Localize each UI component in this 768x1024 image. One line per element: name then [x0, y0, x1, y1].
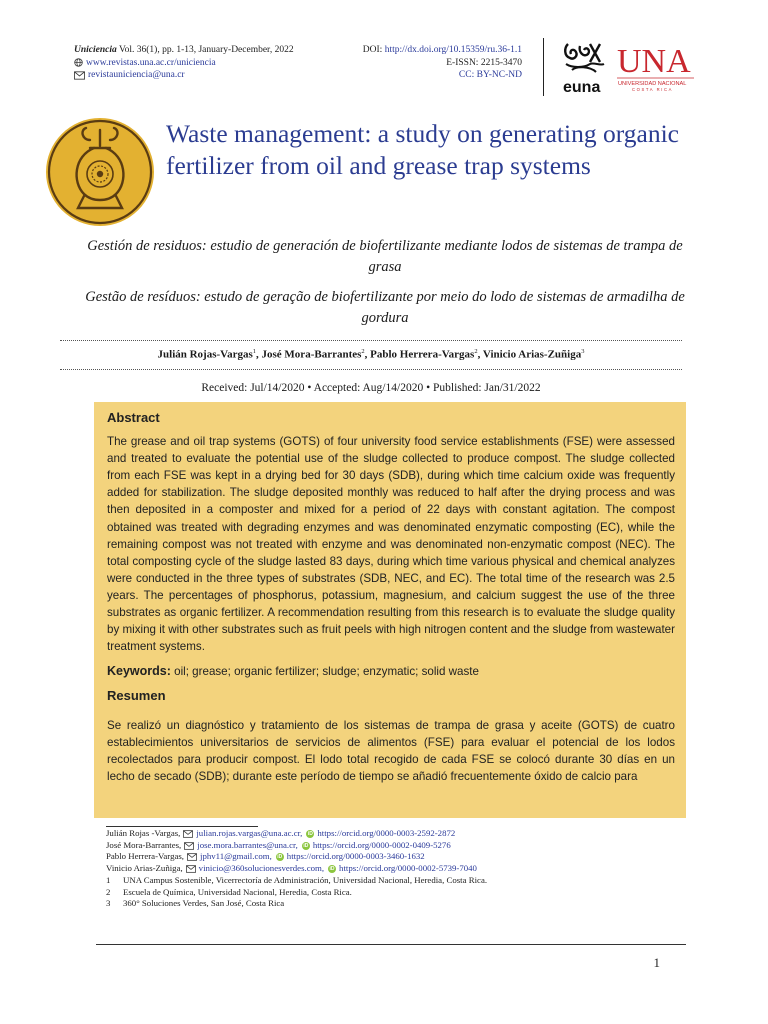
affiliation-note [106, 898, 706, 910]
author-list: Julián Rojas-Vargas$^1$, José Mora-Barrantes$^2$, Pablo Herrera-Vargas$^2$, Vinicio Arias-Zuñiga$^3$ [157, 348, 585, 361]
abstract-text: The grease and oil trap systems (GOTS) of four university food service establishments (FSE) were assessed and treated to evaluate the potential use of the sludge collected to produce compost. The sludge collected from each FSE was kept in a drying bed for 30 days (SDB), during which time calcium oxide was frequently added for stabilization. The sludge deposited monthly was reduced to half after the drying process and was then deposited in a composter and mixed for a period of 22 days with constant agitation. The compost obtained was treated with degrading enzymes and was denominated enzymatic composting (EC), while the remaining compost was not treated with enzyme and was denominated non-enzymatic compost (NEC). The total composting cycle of the sludge lasted 83 days, during which time various physical and chemical analyzes were conducted in the three types of substrates (SDB, NEC, and EC). The total time of the research was 2.5 years. The percentages of phosphorus, potassium, magnesium, and calcium suggest the use of the three substrates as organic fertilizer. A recommendation resulting from this research is to evaluate the sludge quality by mixing it with other substrates such as fruit peels with high nitrogen content and the sludge from wastewater treatment systems. [107, 435, 675, 654]
author-contact [106, 840, 706, 852]
orcid-link[interactable]: https://orcid.org/0000-0003-3460-1632 [286, 851, 425, 862]
doi-block [300, 44, 522, 82]
subtitle-spanish: Gestión de residuos: estudio de generación de biofertilizante mediante lodos de sistemas de trampa de grasa [87, 238, 683, 275]
license-link[interactable]: CC: BY-NC-ND [458, 70, 522, 80]
authors-divider-bottom [60, 369, 682, 370]
globe-icon [74, 58, 83, 67]
euna-wordmark: euna [563, 79, 601, 96]
subtitle-portuguese: Gestão de resíduos: estudo de geração de biofertilizante por meio do lodo de sistemas de armadilha de gordura [85, 289, 685, 326]
contact-email-link[interactable]: jphv11@gmail.com, [200, 851, 272, 862]
orcid-icon: iD [329, 865, 335, 872]
envelope-icon [187, 853, 197, 861]
author-affiliation: 1 [252, 348, 257, 355]
doi-label: DOI: [362, 45, 383, 55]
journal-citation [74, 44, 294, 57]
article-title: Waste management: a study on generating organic fertilizer from oil and grease trap systems [166, 119, 679, 180]
journal-emblem [44, 116, 156, 228]
una-wordmark: UNA [617, 43, 691, 80]
website-row [74, 57, 294, 70]
email-link[interactable]: revistauniciencia@una.cr [88, 70, 185, 80]
doi-row [300, 44, 522, 57]
resumen-text: Se realizó un diagnóstico y tratamiento de los sistemas de trampa de grasa y aceite (GOTS) de cuatro establecimientos universitarios de servicios de alimentos (FSE) para evaluar el potencial de los lodos recolectados para producir compost. El lodo total recogido de cada FSE se colocó durante 30 días en un lecho de secado (SDB); durante este período de tiempo se añadió frecuentemente óxido de calcio para [107, 718, 675, 783]
contact-email-link[interactable]: julian.rojas.vargas@una.ac.cr, [196, 828, 303, 838]
footnotes [106, 828, 706, 910]
header-divider [543, 38, 544, 96]
envelope-icon [183, 830, 193, 838]
author-affiliation: 3 [581, 348, 585, 355]
journal-header [74, 44, 294, 82]
una-subtitle: UNIVERSIDAD NACIONAL [618, 81, 687, 87]
affiliation-note [106, 887, 706, 899]
abstract-box [94, 402, 686, 818]
una-country: COSTA RICA [632, 87, 674, 92]
authors-divider-top [60, 340, 682, 341]
doi-link[interactable]: http://dx.doi.org/10.15359/ru.36-1.1 [384, 45, 522, 55]
author-name: José Mora-Barrantes [261, 348, 362, 361]
orcid-icon: iD [303, 842, 309, 849]
page-footer-rule [96, 944, 686, 945]
orcid-icon: iD [277, 854, 283, 861]
affiliation-number: 1 [106, 874, 111, 885]
affiliation-number: 3 [106, 898, 111, 909]
author-contact [106, 828, 706, 840]
keywords-label: Keywords: [107, 664, 171, 679]
page-number: 1 [653, 955, 660, 970]
author-name: Vinicio Arias-Zuñiga [482, 348, 582, 361]
contact-email-link[interactable]: jose.mora.barrantes@una.cr, [197, 839, 298, 850]
journal-name: Uniciencia [74, 45, 117, 55]
author-contact [106, 863, 706, 875]
euna-logo [560, 38, 610, 96]
contact-email-link[interactable]: vinicio@360solucionesverdes.com, [198, 863, 325, 874]
envelope-icon [184, 842, 194, 850]
affiliation-text: UNA Campus Sostenible, Vicerrectoría de Administración, Universidad Nacional, Heredia, Costa Rica. [123, 874, 488, 885]
abstract-heading: Abstract [107, 410, 160, 425]
contact-name: Pablo Herrera-Vargas, [106, 851, 184, 862]
affiliation-text: Escuela de Química, Universidad Nacional, Heredia, Costa Rica. [123, 886, 352, 897]
author-affiliation: 2 [474, 348, 478, 355]
orcid-link[interactable]: https://orcid.org/0000-0002-5739-7040 [339, 863, 477, 874]
author-contact [106, 851, 706, 863]
envelope-icon [74, 71, 85, 80]
author-name: Pablo Herrera-Vargas [370, 348, 475, 361]
orcid-icon: iD [307, 830, 313, 837]
affiliation-number: 2 [106, 886, 111, 897]
affiliation-note [106, 875, 706, 887]
journal-issue: Vol. 36(1), pp. 1-13, January-December, 2022 [118, 45, 294, 55]
contact-name: Julián Rojas -Vargas, [106, 828, 181, 838]
resumen-heading: Resumen [107, 688, 166, 704]
affiliation-text: 360° Soluciones Verdes, San José, Costa Rica [123, 898, 285, 909]
orcid-link[interactable]: https://orcid.org/0000-0002-0409-5276 [312, 839, 451, 850]
keywords [107, 663, 675, 680]
author-affiliation: 2 [361, 348, 365, 355]
email-row [74, 69, 294, 82]
publication-dates: Received: Jul/14/2020 • Accepted: Aug/14/2020 • Published: Jan/31/2022 [201, 382, 541, 394]
una-logo [616, 38, 696, 96]
contact-name: Vinicio Arias-Zuñiga, [106, 863, 183, 874]
orcid-link[interactable]: https://orcid.org/0000-0003-2592-2872 [317, 828, 456, 838]
contact-name: José Mora-Barrantes, [106, 839, 182, 850]
eissn: E-ISSN: 2215-3470 [446, 57, 522, 68]
envelope-icon [186, 865, 196, 873]
author-name: Julián Rojas-Vargas [157, 348, 253, 361]
website-link[interactable]: www.revistas.una.ac.cr/uniciencia [86, 57, 216, 68]
footnote-rule [106, 826, 258, 827]
keywords-text: oil; grease; organic fertilizer; sludge; enzymatic; solid waste [174, 665, 479, 679]
